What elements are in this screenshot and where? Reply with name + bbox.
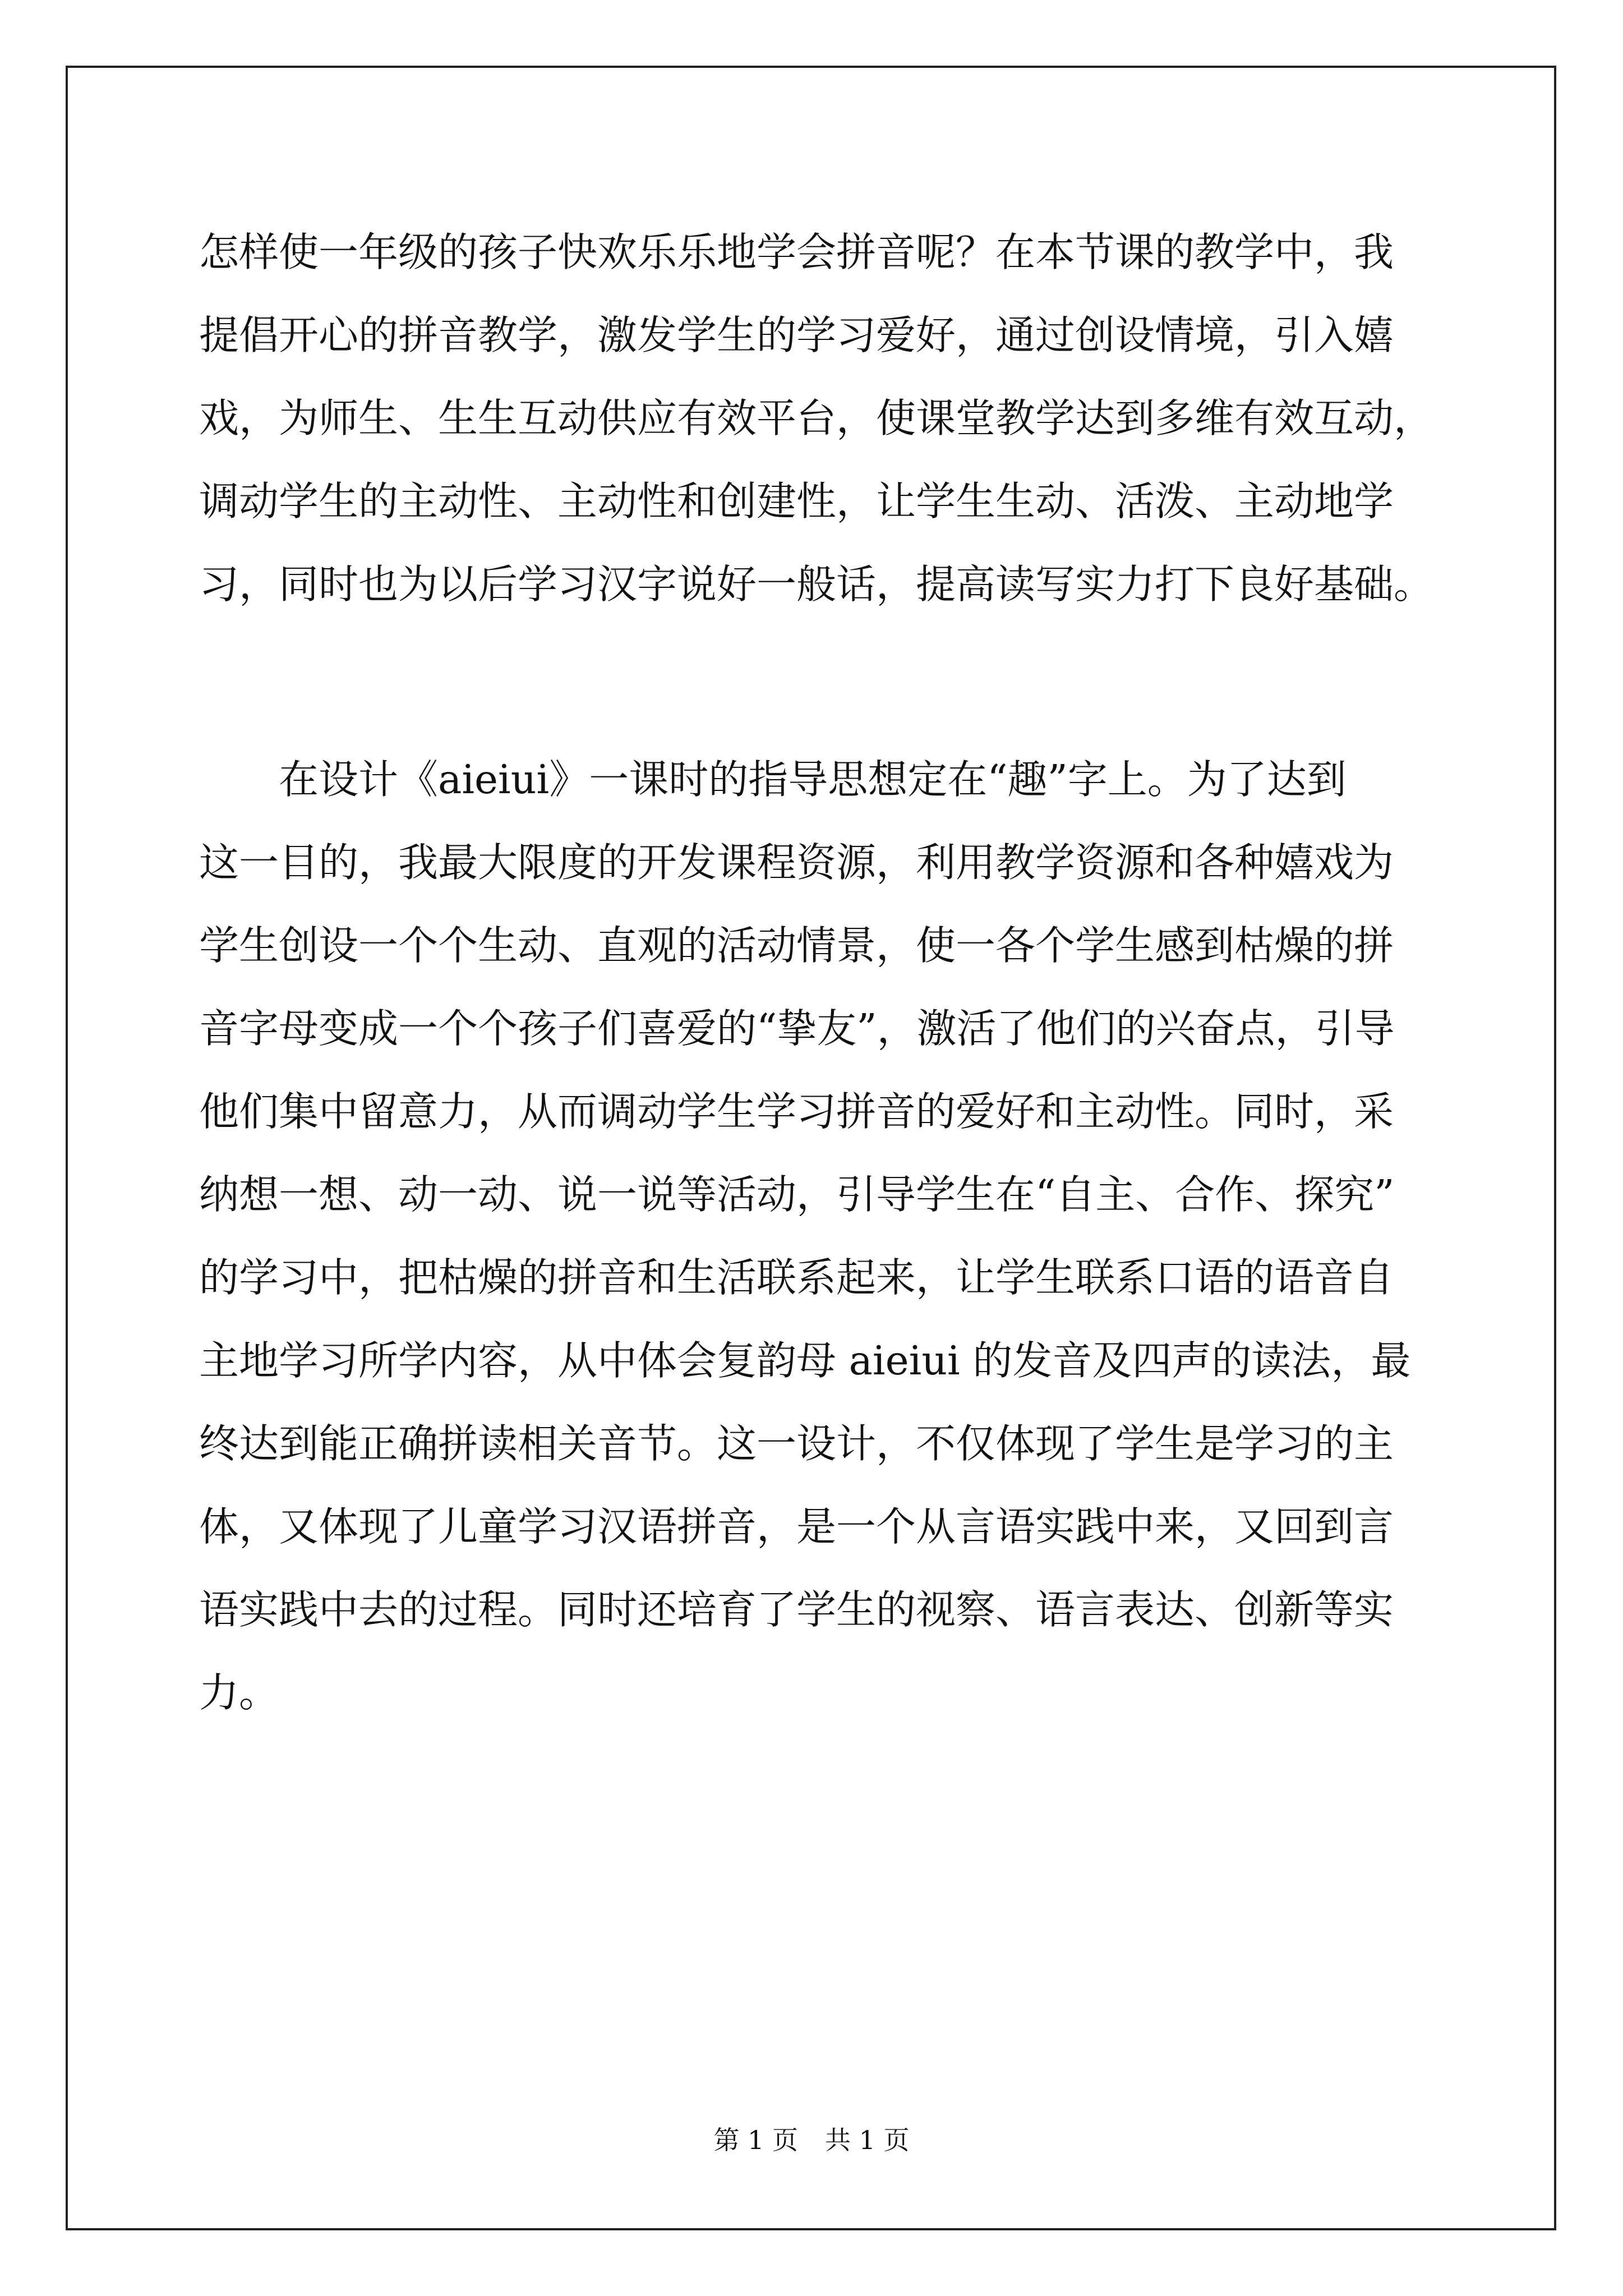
text-line-7: 这一目的，我最大限度的开发课程资源，利用教学资源和各种嬉戏为 [199,839,1394,886]
text-line-1: 怎样使一年级的孩子快欢乐乐地学会拼音呢？在本节课的教学中，我 [199,229,1394,275]
text-line-13: 主地学习所学内容，从中体会复韵母 aieiui 的发音及四声的读法，最 [199,1337,1411,1384]
page-footer [0,2123,1623,2157]
text-line-6: 在设计《aieiui》一课时的指导思想定在“趣”字上。为了达到 [199,756,1347,803]
text-line-17: 力。 [199,1669,279,1716]
text-line-5: 习，同时也为以后学习汉字说好一般话，提高读写实力打下良好基础。 [199,561,1434,608]
page-number: 第 1 页 [713,2125,798,2155]
text-line-10: 他们集中留意力，从而调动学生学习拼音的爱好和主动性。同时，采 [199,1088,1394,1135]
text-line-3: 戏，为师生、生生互动供应有效平台，使课堂教学达到多维有效互动， [199,395,1434,441]
text-line-12: 的学习中，把枯燥的拼音和生活联系起来，让学生联系口语的语音自 [199,1254,1394,1301]
page-count: 共 1 页 [825,2125,910,2155]
text-line-15: 体，又体现了儿童学习汉语拼音，是一个从言语实践中来，又回到言 [199,1503,1394,1550]
text-line-8: 学生创设一个个生动、直观的活动情景，使一各个学生感到枯燥的拼 [199,922,1394,969]
text-line-4: 调动学生的主动性、主动性和创建性，让学生生动、活泼、主动地学 [199,478,1394,524]
text-line-2: 提倡开心的拼音教学，激发学生的学习爱好，通过创设情境，引入嬉 [199,312,1394,358]
text-line-16: 语实践中去的过程。同时还培育了学生的视察、语言表达、创新等实 [199,1586,1394,1633]
text-line-14: 终达到能正确拼读相关音节。这一设计，不仅体现了学生是学习的主 [199,1420,1394,1467]
text-line-9: 音字母变成一个个孩子们喜爱的“挚友”，激活了他们的兴奋点，引导 [199,1005,1395,1052]
text-line-11: 纳想一想、动一动、说一说等活动，引导学生在“自主、合作、探究” [199,1171,1395,1218]
